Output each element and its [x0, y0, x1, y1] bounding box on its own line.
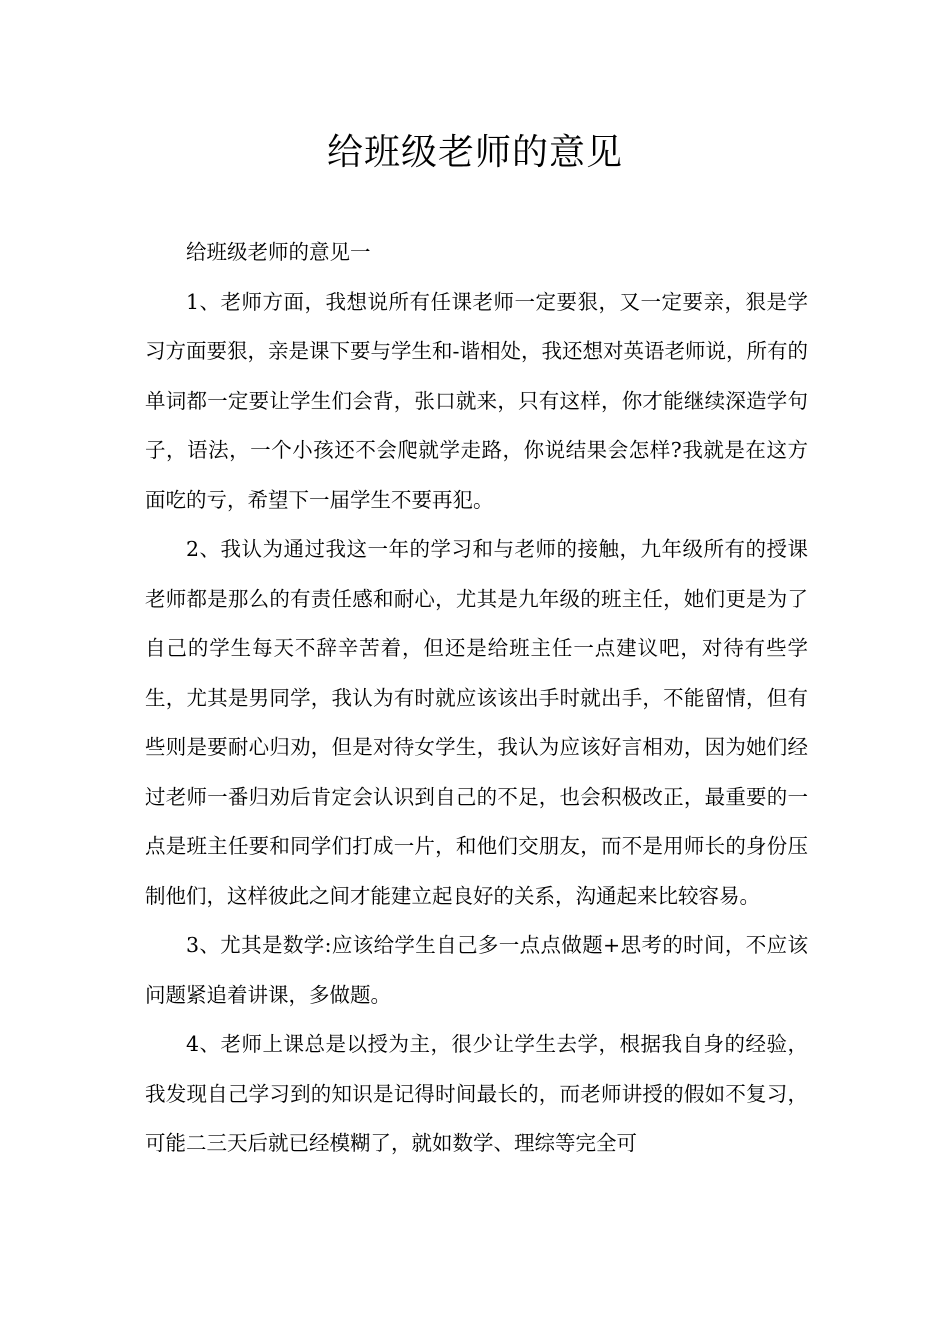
- paragraph-1: 1、老师方面，我想说所有任课老师一定要狠，又一定要亲，狠是学习方面要狠，亲是课下要与学生和-谐相处，我还想对英语老师说，所有的单词都一定要让学生们会背，张口就来，只有这样，你才能继续深造学句子，语法，一个小孩还不会爬就学走路，你说结果会怎样?我就是在这方面吃的亏，希望下一届学生不要再犯。: [145, 289, 808, 512]
- document-title: 给班级老师的意见: [326, 132, 623, 173]
- paragraph-3: 3、尤其是数学:应该给学生自己多一点点做题+思考的时间，不应该问题紧追着讲课，多做题。: [145, 933, 808, 1007]
- document-body: [145, 228, 808, 1169]
- paragraph-heading: 给班级老师的意见一: [186, 240, 371, 264]
- paragraph-2: 2、我认为通过我这一年的学习和与老师的接触，九年级所有的授课老师都是那么的有责任感和耐心，尤其是九年级的班主任，她们更是为了自己的学生每天不辞辛苦着，但还是给班主任一点建议吧，对待有些学生，尤其是男同学，我认为有时就应该该出手时就出手，不能留情，但有些则是要耐心归劝，但是对待女学生，我认为应该好言相劝，因为她们经过老师一番归劝后肯定会认识到自己的不足，也会积极改正，最重要的一点是班主任要和同学们打成一片，和他们交朋友，而不是用师长的身份压制他们，这样彼此之间才能建立起良好的关系，沟通起来比较容易。: [145, 537, 808, 908]
- paragraph-4: 4、老师上课总是以授为主，很少让学生去学，根据我自身的经验，我发现自己学习到的知识是记得时间最长的，而老师讲授的假如不复习，可能二三天后就已经模糊了，就如数学、理综等完全可: [145, 1032, 808, 1155]
